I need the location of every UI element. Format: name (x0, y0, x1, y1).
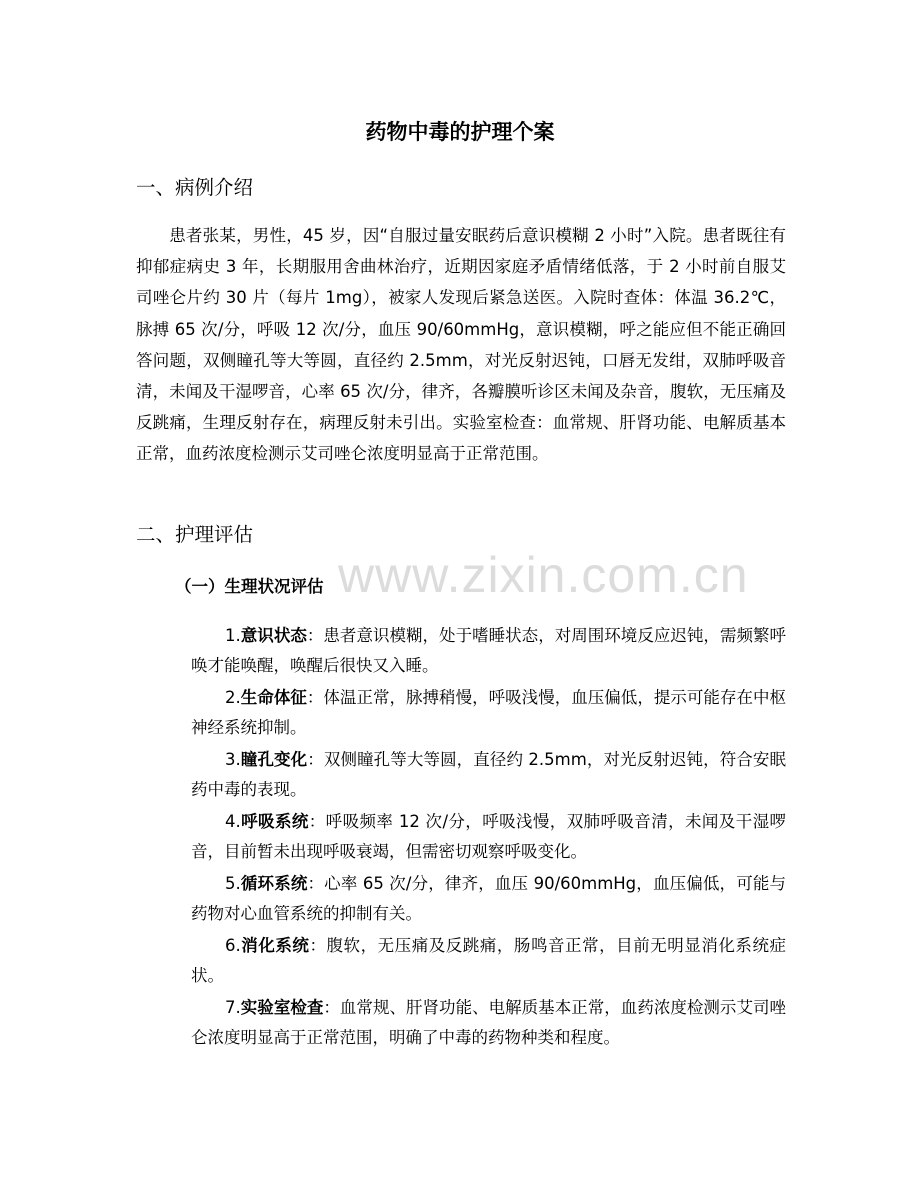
item-label: 消化系统 (240, 936, 310, 955)
item-text: ：血常规、肝肾功能、电解质基本正常，血药浓度检测示艾司唑仑浓度明显高于正常范围，明确了中毒的药物种类和程度。 (191, 998, 787, 1047)
item-label: 瞳孔变化 (240, 750, 308, 769)
case-intro-text: 患者张某，男性，45 岁，因“自服过量安眠药后意识模糊 2 小时”入院。患者既往有抑郁症病史 3 年，长期服用舍曲林治疗，近期因家庭矛盾情绪低落，于 2 小时前自服艾司唑仑片约 30 片（每片 1mg），被家人发现后紧急送医。入院时查体：体温 36.2℃，脉搏 65 次/分，呼吸 12 次/分，血压 90/60mmHg，意识模糊，呼之能应但不能正确回答问题，双侧瞳孔等大等圆，直径约 2.5mm，对光反射迟钝，口唇无发绀，双肺呼吸音清，未闻及干湿啰音，心率 65 次/分，律齐，各瓣膜听诊区未闻及杂音，腹软，无压痛及反跳痛，生理反射存在，病理反射未引出。实验室检查：血常规、肝肾功能、电解质基本正常，血药浓度检测示艾司唑仑浓度明显高于正常范围。 (136, 226, 786, 464)
item-number: 7. (225, 998, 241, 1017)
subsection-heading-physiological: （一）生理状况评估 (175, 577, 324, 596)
item-text: ：患者意识模糊，处于嗜睡状态，对周围环境反应迟钝，需频繁呼唤才能唤醒，唤醒后很快又入睡。 (191, 626, 787, 675)
item-number: 4. (225, 812, 241, 831)
item-text: ：呼吸频率 12 次/分，呼吸浅慢，双肺呼吸音清，未闻及干湿啰音，目前暂未出现呼吸衰竭，但需密切观察呼吸变化。 (191, 812, 787, 861)
document-title: 药物中毒的护理个案 (365, 120, 555, 144)
assessment-item (191, 931, 786, 990)
assessment-item (191, 807, 786, 866)
item-number: 5. (225, 874, 241, 893)
item-label: 生命体征 (240, 688, 307, 707)
item-number: 2. (225, 688, 241, 707)
item-label: 循环系统 (240, 874, 308, 893)
case-intro-paragraph (136, 220, 786, 470)
assessment-item (191, 869, 786, 928)
item-label: 实验室检查 (240, 998, 324, 1017)
item-number: 1. (225, 626, 241, 645)
watermark: www.zixin.com.cn (338, 547, 749, 603)
assessment-item (191, 993, 786, 1052)
assessment-item (191, 683, 786, 742)
assessment-item (191, 621, 786, 680)
item-number: 3. (225, 750, 241, 769)
section-heading-assessment: 二、护理评估 (136, 523, 254, 546)
item-text: ：腹软，无压痛及反跳痛，肠鸣音正常，目前无明显消化系统症状。 (191, 936, 787, 985)
section-heading-case-intro: 一、病例介绍 (136, 176, 254, 199)
item-number: 6. (225, 936, 241, 955)
item-label: 呼吸系统 (240, 812, 309, 831)
item-text: ：心率 65 次/分，律齐，血压 90/60mmHg，血压偏低，可能与药物对心血管系统的抑制有关。 (191, 874, 787, 923)
item-text: ：双侧瞳孔等大等圆，直径约 2.5mm，对光反射迟钝，符合安眠药中毒的表现。 (191, 750, 787, 799)
item-label: 意识状态 (240, 626, 307, 645)
item-text: ：体温正常，脉搏稍慢，呼吸浅慢，血压偏低，提示可能存在中枢神经系统抑制。 (191, 688, 787, 737)
assessment-item (191, 745, 786, 804)
